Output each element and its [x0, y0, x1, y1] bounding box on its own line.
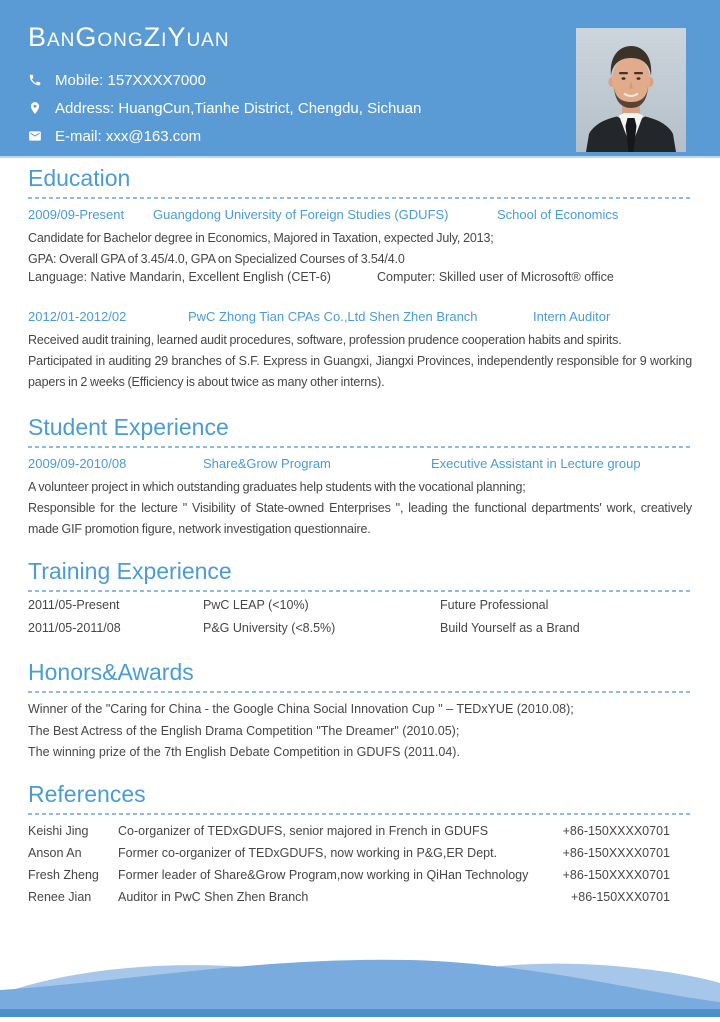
references-divider	[28, 813, 692, 815]
student-experience-divider	[28, 446, 692, 448]
contact-email	[28, 122, 421, 150]
reference-1-name: Keishi Jing	[28, 824, 89, 838]
reference-row	[28, 820, 692, 842]
training-row-1	[28, 598, 692, 618]
reference-3-desc: Former leader of Share&Grow Program,now working in QiHan Technology	[118, 868, 529, 882]
contact-mobile-text: Mobile: 157XXXX7000	[55, 71, 206, 89]
reference-row	[28, 842, 692, 864]
wave-hill-right	[330, 964, 720, 1017]
training-experience-divider	[28, 590, 692, 592]
wave-bottom-strip	[0, 1009, 720, 1017]
contact-address	[28, 94, 421, 122]
education-entry-1-line-3	[28, 270, 692, 291]
student-entry-org: Share&Grow Program	[203, 456, 331, 471]
training-experience-title: Training Experience	[28, 558, 232, 584]
email-icon	[28, 129, 42, 143]
references-table	[28, 820, 692, 908]
reference-1-desc: Co-organizer of TEDxGDUFS, senior majored in French in GDUFS	[118, 824, 489, 838]
applicant-photo	[576, 28, 686, 152]
applicant-name: BanGongZiYuan	[28, 22, 230, 52]
honors-line-2: The Best Actress of the English Drama Competition "The Dreamer" (2010.05);	[28, 723, 460, 738]
education-entry-2-org: PwC Zhong Tian CPAs Co.,Ltd Shen Zhen Branch	[188, 309, 478, 324]
student-entry-heading	[28, 456, 692, 473]
references-title: References	[28, 781, 146, 807]
student-entry-date: 2009/09-2010/08	[28, 456, 127, 471]
reference-3-name: Fresh Zheng	[28, 868, 99, 882]
training-row-2-outcome: Build Yourself as a Brand	[440, 621, 580, 635]
header	[0, 0, 720, 158]
honors-line-3: The winning prize of the 7th English Debate Competition in GDUFS (2011.04).	[28, 745, 460, 759]
reference-4-desc: Auditor in PwC Shen Zhen Branch	[118, 890, 309, 904]
education-entry-1-org: Guangdong University of Foreign Studies (GDUFS)	[153, 207, 449, 222]
training-row-2-date: 2011/05-2011/08	[28, 621, 121, 635]
contact-mobile	[28, 66, 421, 94]
education-entry-1-line-2: GPA: Overall GPA of 3.45/4.0, GPA on Specialized Courses of 3.54/4.0	[28, 252, 405, 266]
reference-2-desc: Former co-organizer of TEDxGDUFS, now working in P&G,ER Dept.	[118, 846, 498, 860]
wave-front	[0, 960, 720, 1017]
training-row-1-date: 2011/05-Present	[28, 598, 120, 612]
contact-list	[28, 66, 421, 150]
education-entry-2-date: 2012/01-2012/02	[28, 309, 127, 324]
education-divider	[28, 197, 692, 199]
contact-email-text: E-mail: xxx@163.com	[55, 127, 202, 145]
phone-icon	[28, 73, 42, 87]
reference-row	[28, 864, 692, 886]
reference-2-name: Anson An	[28, 846, 82, 860]
education-entry-2-heading	[28, 309, 692, 326]
education-entry-2-detail: Intern Auditor	[533, 309, 611, 324]
reference-row	[28, 886, 692, 908]
education-entry-2-line-2: Participated in auditing 29 branches of S.F. Express in Guangxi, Jiangxi Provinces, independently responsible for 9 working papers in 2 weeks (Efficiency is about twice as many other interns).	[28, 354, 692, 389]
education-entry-2-line-1: Received audit training, learned audit procedures, software, profession prudence cooperation habits and spirits.	[28, 333, 622, 347]
education-entry-1-date: 2009/09-Present	[28, 207, 125, 222]
education-entry-1-detail: School of Economics	[497, 207, 619, 222]
education-entry-1-line-1: Candidate for Bachelor degree in Economics, Majored in Taxation, expected July, 2013;	[28, 231, 494, 245]
footer-wave-decoration	[0, 897, 720, 1017]
honors-line-1: Winner of the "Caring for China - the Google China Social Innovation Cup " – TEDxYUE (2010.08);	[28, 702, 574, 716]
training-row-2-program: P&G University (<8.5%)	[203, 621, 336, 635]
wave-hill-left	[0, 965, 470, 1017]
student-entry-line-1: A volunteer project in which outstanding graduates help students with the vocational planning;	[28, 480, 526, 494]
student-entry-detail: Executive Assistant in Lecture group	[431, 456, 641, 471]
education-title: Education	[28, 165, 131, 191]
education-entry-1-computer: Computer: Skilled user of Microsoft® office	[377, 270, 614, 284]
student-experience-title: Student Experience	[28, 414, 229, 440]
training-row-2	[28, 621, 692, 641]
section-education	[28, 165, 692, 393]
training-row-1-outcome: Future Professional	[440, 598, 549, 612]
section-training-experience	[28, 558, 692, 641]
training-row-1-program: PwC LEAP (<10%)	[203, 598, 309, 612]
section-references	[28, 781, 692, 908]
honors-awards-divider	[28, 691, 692, 693]
education-entry-1-language: Language: Native Mandarin, Excellent English (CET-6)	[28, 270, 331, 284]
education-entry-1-heading	[28, 207, 692, 224]
reference-3-phone: +86-150XXXX0701	[562, 868, 670, 882]
reference-4-phone: +86-150XXX0701	[570, 890, 670, 904]
section-student-experience	[28, 414, 692, 540]
honors-awards-title: Honors&Awards	[28, 659, 194, 685]
student-entry-line-2: Responsible for the lecture " Visibility of State-owned Enterprises ", leading the functional departments' work, creatively made GIF promotion figure, network investigation questionnaire.	[28, 501, 692, 536]
section-honors-awards	[28, 659, 692, 764]
reference-1-phone: +86-150XXXX0701	[562, 824, 670, 838]
reference-4-name: Renee Jian	[28, 890, 92, 904]
honors-list	[28, 699, 692, 764]
location-icon	[28, 101, 42, 115]
reference-2-phone: +86-150XXXX0701	[562, 846, 670, 860]
contact-address-text: Address: HuangCun,Tianhe District, Chengdu, Sichuan	[55, 99, 422, 117]
